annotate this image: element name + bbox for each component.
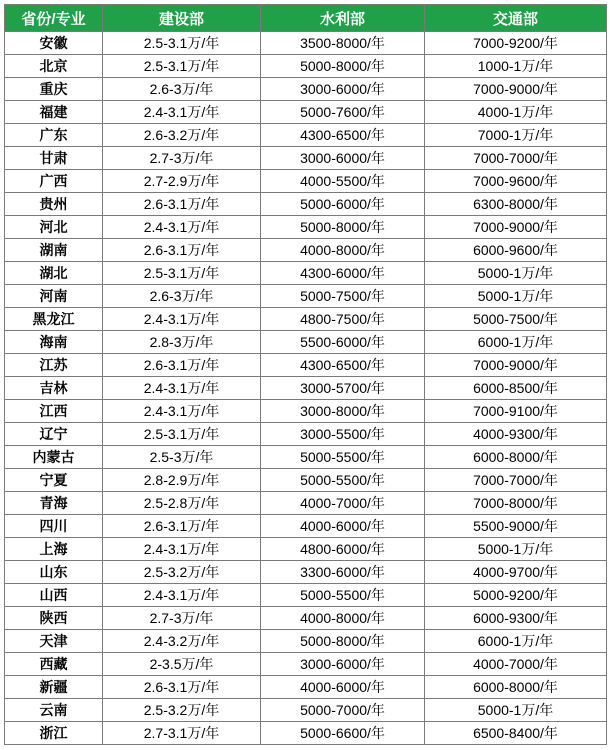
construction-cell: 2.6-3.2万/年 — [103, 124, 261, 147]
construction-cell: 2.4-3.1万/年 — [103, 101, 261, 124]
construction-cell: 2.6-3.1万/年 — [103, 515, 261, 538]
province-cell: 重庆 — [5, 78, 103, 101]
construction-cell: 2.4-3.1万/年 — [103, 538, 261, 561]
construction-cell: 2.6-3.1万/年 — [103, 354, 261, 377]
water-cell: 5000-5500/年 — [261, 469, 425, 492]
construction-cell: 2.5-2.8万/年 — [103, 492, 261, 515]
transport-cell: 1000-1万/年 — [425, 55, 607, 78]
province-cell: 青海 — [5, 492, 103, 515]
water-cell: 4000-6000/年 — [261, 515, 425, 538]
construction-cell: 2.6-3.1万/年 — [103, 193, 261, 216]
table-row — [5, 423, 607, 446]
water-cell: 5000-7500/年 — [261, 285, 425, 308]
table-row — [5, 630, 607, 653]
province-cell: 宁夏 — [5, 469, 103, 492]
table-row — [5, 285, 607, 308]
transport-cell: 7000-7000/年 — [425, 147, 607, 170]
province-cell: 湖南 — [5, 239, 103, 262]
water-cell: 3000-6000/年 — [261, 78, 425, 101]
table-row — [5, 32, 607, 55]
transport-cell: 7000-8000/年 — [425, 492, 607, 515]
water-cell: 5000-8000/年 — [261, 216, 425, 239]
construction-cell: 2.4-3.1万/年 — [103, 400, 261, 423]
water-cell: 5000-5500/年 — [261, 446, 425, 469]
transport-cell: 6000-9300/年 — [425, 607, 607, 630]
water-cell: 5000-8000/年 — [261, 630, 425, 653]
water-cell: 3300-6000/年 — [261, 561, 425, 584]
construction-cell: 2.6-3万/年 — [103, 285, 261, 308]
table-row — [5, 607, 607, 630]
province-cell: 黑龙江 — [5, 308, 103, 331]
province-cell: 内蒙古 — [5, 446, 103, 469]
water-cell: 4000-6000/年 — [261, 676, 425, 699]
transport-cell: 7000-9100/年 — [425, 400, 607, 423]
water-cell: 5000-6000/年 — [261, 193, 425, 216]
table-row — [5, 722, 607, 745]
water-cell: 3000-5500/年 — [261, 423, 425, 446]
table-row — [5, 354, 607, 377]
province-cell: 西藏 — [5, 653, 103, 676]
salary-table — [4, 4, 607, 745]
province-cell: 辽宁 — [5, 423, 103, 446]
construction-cell: 2.6-3.1万/年 — [103, 239, 261, 262]
transport-cell: 7000-9200/年 — [425, 32, 607, 55]
header-province: 省份/专业 — [5, 5, 103, 32]
transport-cell: 7000-9000/年 — [425, 216, 607, 239]
province-cell: 甘肃 — [5, 147, 103, 170]
water-cell: 4000-7000/年 — [261, 492, 425, 515]
water-cell: 4000-5500/年 — [261, 170, 425, 193]
province-cell: 新疆 — [5, 676, 103, 699]
province-cell: 山东 — [5, 561, 103, 584]
construction-cell: 2.4-3.1万/年 — [103, 377, 261, 400]
transport-cell: 7000-9000/年 — [425, 78, 607, 101]
province-cell: 吉林 — [5, 377, 103, 400]
water-cell: 4300-6500/年 — [261, 124, 425, 147]
table-row — [5, 469, 607, 492]
construction-cell: 2.4-3.2万/年 — [103, 630, 261, 653]
water-cell: 5000-7600/年 — [261, 101, 425, 124]
transport-cell: 6000-1万/年 — [425, 331, 607, 354]
construction-cell: 2.5-3.1万/年 — [103, 32, 261, 55]
transport-cell: 5000-9200/年 — [425, 584, 607, 607]
transport-cell: 5000-1万/年 — [425, 538, 607, 561]
header-row — [5, 5, 607, 32]
province-cell: 四川 — [5, 515, 103, 538]
transport-cell: 4000-7000/年 — [425, 653, 607, 676]
water-cell: 5000-6600/年 — [261, 722, 425, 745]
transport-cell: 6000-8000/年 — [425, 676, 607, 699]
transport-cell: 4000-9300/年 — [425, 423, 607, 446]
table-row — [5, 331, 607, 354]
construction-cell: 2.4-3.1万/年 — [103, 308, 261, 331]
water-cell: 4800-7500/年 — [261, 308, 425, 331]
transport-cell: 6300-8000/年 — [425, 193, 607, 216]
construction-cell: 2-3.5万/年 — [103, 653, 261, 676]
province-cell: 浙江 — [5, 722, 103, 745]
water-cell: 4000-8000/年 — [261, 239, 425, 262]
table-row — [5, 653, 607, 676]
table-row — [5, 676, 607, 699]
construction-cell: 2.5-3.1万/年 — [103, 262, 261, 285]
table-row — [5, 492, 607, 515]
water-cell: 5000-5500/年 — [261, 584, 425, 607]
construction-cell: 2.6-3万/年 — [103, 78, 261, 101]
province-cell: 陕西 — [5, 607, 103, 630]
province-cell: 江苏 — [5, 354, 103, 377]
table-row — [5, 377, 607, 400]
transport-cell: 7000-9000/年 — [425, 354, 607, 377]
transport-cell: 6000-8500/年 — [425, 377, 607, 400]
water-cell: 3000-6000/年 — [261, 147, 425, 170]
water-cell: 5000-7000/年 — [261, 699, 425, 722]
table-row — [5, 239, 607, 262]
transport-cell: 7000-9600/年 — [425, 170, 607, 193]
province-cell: 河南 — [5, 285, 103, 308]
table-row — [5, 584, 607, 607]
transport-cell: 4000-9700/年 — [425, 561, 607, 584]
construction-cell: 2.5-3.1万/年 — [103, 423, 261, 446]
water-cell: 3000-8000/年 — [261, 400, 425, 423]
province-cell: 湖北 — [5, 262, 103, 285]
province-cell: 福建 — [5, 101, 103, 124]
water-cell: 3000-5700/年 — [261, 377, 425, 400]
construction-cell: 2.4-3.1万/年 — [103, 216, 261, 239]
table-body — [5, 32, 607, 745]
table-row — [5, 561, 607, 584]
construction-cell: 2.5-3.2万/年 — [103, 699, 261, 722]
water-cell: 4300-6500/年 — [261, 354, 425, 377]
construction-cell: 2.7-3万/年 — [103, 147, 261, 170]
construction-cell: 2.7-3.1万/年 — [103, 722, 261, 745]
transport-cell: 6000-1万/年 — [425, 630, 607, 653]
transport-cell: 4000-1万/年 — [425, 101, 607, 124]
transport-cell: 7000-1万/年 — [425, 124, 607, 147]
province-cell: 江西 — [5, 400, 103, 423]
construction-cell: 2.8-3万/年 — [103, 331, 261, 354]
water-cell: 3500-8000/年 — [261, 32, 425, 55]
table-row — [5, 262, 607, 285]
province-cell: 贵州 — [5, 193, 103, 216]
province-cell: 山西 — [5, 584, 103, 607]
construction-cell: 2.7-2.9万/年 — [103, 170, 261, 193]
province-cell: 海南 — [5, 331, 103, 354]
transport-cell: 5000-1万/年 — [425, 699, 607, 722]
transport-cell: 6000-9600/年 — [425, 239, 607, 262]
province-cell: 北京 — [5, 55, 103, 78]
table-row — [5, 147, 607, 170]
transport-cell: 5000-7500/年 — [425, 308, 607, 331]
header-water: 水利部 — [261, 5, 425, 32]
table-row — [5, 400, 607, 423]
table-row — [5, 446, 607, 469]
table-row — [5, 78, 607, 101]
header-construction: 建设部 — [103, 5, 261, 32]
province-cell: 广东 — [5, 124, 103, 147]
water-cell: 4300-6000/年 — [261, 262, 425, 285]
water-cell: 4800-6000/年 — [261, 538, 425, 561]
water-cell: 5000-8000/年 — [261, 55, 425, 78]
table-row — [5, 193, 607, 216]
construction-cell: 2.5-3万/年 — [103, 446, 261, 469]
water-cell: 4000-8000/年 — [261, 607, 425, 630]
header-transport: 交通部 — [425, 5, 607, 32]
table-row — [5, 124, 607, 147]
province-cell: 天津 — [5, 630, 103, 653]
transport-cell: 5500-9000/年 — [425, 515, 607, 538]
construction-cell: 2.6-3.1万/年 — [103, 676, 261, 699]
province-cell: 河北 — [5, 216, 103, 239]
construction-cell: 2.7-3万/年 — [103, 607, 261, 630]
province-cell: 安徽 — [5, 32, 103, 55]
transport-cell: 6500-8400/年 — [425, 722, 607, 745]
table-row — [5, 55, 607, 78]
transport-cell: 5000-1万/年 — [425, 262, 607, 285]
water-cell: 3000-6000/年 — [261, 653, 425, 676]
province-cell: 上海 — [5, 538, 103, 561]
table-row — [5, 216, 607, 239]
construction-cell: 2.8-2.9万/年 — [103, 469, 261, 492]
province-cell: 云南 — [5, 699, 103, 722]
construction-cell: 2.5-3.2万/年 — [103, 561, 261, 584]
transport-cell: 6000-8000/年 — [425, 446, 607, 469]
table-row — [5, 308, 607, 331]
province-cell: 广西 — [5, 170, 103, 193]
table-row — [5, 699, 607, 722]
table-row — [5, 538, 607, 561]
table-row — [5, 101, 607, 124]
construction-cell: 2.5-3.1万/年 — [103, 55, 261, 78]
table-row — [5, 170, 607, 193]
construction-cell: 2.4-3.1万/年 — [103, 584, 261, 607]
transport-cell: 5000-1万/年 — [425, 285, 607, 308]
water-cell: 5500-6000/年 — [261, 331, 425, 354]
transport-cell: 7000-7000/年 — [425, 469, 607, 492]
table-row — [5, 515, 607, 538]
